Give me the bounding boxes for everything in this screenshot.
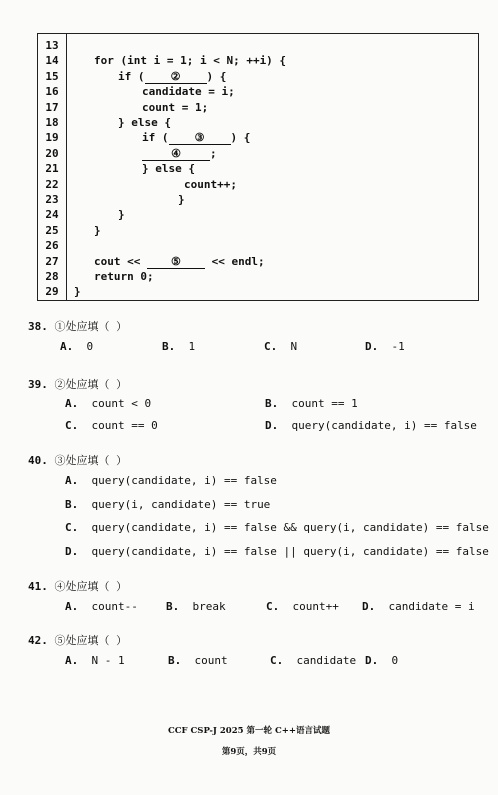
answer-option[interactable] bbox=[270, 654, 356, 667]
code-line bbox=[38, 254, 478, 270]
code-line bbox=[38, 84, 478, 100]
option-letter: B. bbox=[65, 498, 79, 511]
answer-option[interactable] bbox=[166, 600, 226, 613]
question-prompt: ①处应填（ ） bbox=[54, 320, 128, 333]
question-title bbox=[28, 632, 127, 648]
line-number: 27 bbox=[45, 254, 59, 268]
code-line bbox=[38, 207, 478, 223]
code-segment: count++; bbox=[184, 177, 237, 191]
code-segment: } bbox=[178, 193, 185, 206]
option-letter: C. bbox=[65, 521, 79, 534]
line-number: 13 bbox=[45, 39, 59, 52]
line-number: 18 bbox=[45, 116, 59, 129]
question-number: 41. bbox=[28, 580, 48, 593]
code-segment: cout << bbox=[94, 254, 147, 268]
code-segment: for (int i = 1; i < N; ++i) { bbox=[94, 54, 287, 68]
question-title bbox=[28, 578, 127, 594]
code-line bbox=[38, 269, 478, 285]
code-line bbox=[38, 69, 478, 85]
question-number: 39. bbox=[28, 378, 48, 391]
fill-in-blank: ④ bbox=[142, 147, 210, 161]
option-letter: D. bbox=[65, 545, 79, 558]
code-text bbox=[178, 192, 185, 208]
option-letter: A. bbox=[65, 474, 79, 487]
code-text bbox=[94, 223, 101, 239]
option-letter: A. bbox=[65, 600, 79, 613]
fill-in-blank: ⑤ bbox=[147, 255, 205, 269]
option-text: query(candidate, i) == false || query(i, candidate) == false bbox=[91, 545, 489, 558]
option-letter: A. bbox=[65, 654, 79, 667]
footer-page-number: 第9页，共9页 bbox=[221, 747, 277, 757]
answer-option[interactable] bbox=[65, 474, 277, 487]
code-listing bbox=[37, 33, 479, 301]
option-text: N bbox=[290, 340, 298, 353]
line-number: 21 bbox=[45, 162, 59, 176]
answer-option[interactable] bbox=[264, 340, 297, 353]
line-number: 15 bbox=[45, 69, 59, 83]
code-text bbox=[74, 284, 81, 300]
answer-option[interactable] bbox=[362, 600, 475, 613]
line-number: 14 bbox=[45, 54, 59, 68]
code-text bbox=[142, 84, 235, 100]
option-letter: B. bbox=[162, 340, 176, 353]
option-letter: C. bbox=[264, 340, 278, 353]
line-number: 23 bbox=[45, 193, 59, 206]
code-segment: } bbox=[94, 223, 101, 237]
code-text bbox=[94, 254, 265, 270]
line-number: 16 bbox=[45, 85, 59, 99]
option-letter: B. bbox=[168, 654, 182, 667]
code-line bbox=[38, 130, 478, 146]
answer-option[interactable] bbox=[60, 340, 93, 353]
answer-option[interactable] bbox=[365, 654, 398, 667]
line-number: 19 bbox=[45, 131, 59, 145]
code-segment: } else { bbox=[118, 116, 171, 129]
line-number: 22 bbox=[45, 177, 59, 191]
answer-option[interactable] bbox=[65, 521, 489, 534]
line-number: 25 bbox=[45, 223, 59, 237]
code-text bbox=[118, 115, 171, 131]
code-line bbox=[38, 238, 478, 254]
option-text: count++ bbox=[292, 600, 339, 613]
option-text: break bbox=[192, 600, 226, 613]
code-line bbox=[38, 115, 478, 131]
option-letter: C. bbox=[65, 419, 79, 432]
option-letter: C. bbox=[270, 654, 284, 667]
option-text: query(candidate, i) == false && query(i, candidate) == false bbox=[91, 521, 489, 534]
code-text bbox=[184, 177, 237, 193]
code-line bbox=[38, 146, 478, 162]
answer-option[interactable] bbox=[65, 600, 138, 613]
code-text bbox=[118, 207, 125, 223]
option-text: query(candidate, i) == false bbox=[291, 419, 477, 432]
option-letter: D. bbox=[265, 419, 279, 432]
option-letter: B. bbox=[265, 397, 279, 410]
code-segment: return 0; bbox=[94, 270, 154, 283]
answer-option[interactable] bbox=[162, 340, 195, 353]
code-text bbox=[142, 161, 195, 177]
code-line bbox=[38, 53, 478, 69]
fill-in-blank: ③ bbox=[169, 131, 231, 145]
code-segment: candidate = i; bbox=[142, 85, 235, 99]
option-text: candidate bbox=[296, 654, 357, 667]
option-text: -1 bbox=[391, 340, 405, 353]
answer-option[interactable] bbox=[168, 654, 228, 667]
code-text bbox=[142, 100, 208, 116]
code-segment: ; bbox=[210, 146, 217, 160]
option-text: count < 0 bbox=[91, 397, 152, 410]
fill-in-blank: ② bbox=[145, 70, 207, 84]
question-prompt: ③处应填（ ） bbox=[54, 454, 128, 467]
answer-option[interactable] bbox=[65, 498, 270, 511]
question-title bbox=[28, 376, 127, 392]
option-letter: B. bbox=[166, 600, 180, 613]
line-number: 26 bbox=[45, 239, 59, 253]
answer-option[interactable] bbox=[65, 654, 125, 667]
code-text bbox=[142, 130, 250, 146]
option-letter: D. bbox=[362, 600, 376, 613]
option-text: query(candidate, i) == false bbox=[91, 474, 277, 487]
option-text: count-- bbox=[91, 600, 138, 613]
answer-option[interactable] bbox=[65, 545, 489, 558]
option-text: 1 bbox=[188, 340, 196, 353]
footer-exam-title: CCF CSP-J 2025 第一轮 C++语言试题 bbox=[168, 726, 330, 736]
code-segment: if ( bbox=[118, 69, 145, 83]
option-letter: C. bbox=[266, 600, 280, 613]
code-line bbox=[38, 284, 478, 300]
option-text: count == 0 bbox=[91, 419, 158, 432]
code-text bbox=[118, 69, 226, 85]
code-line bbox=[38, 38, 478, 54]
answer-option[interactable] bbox=[65, 419, 158, 432]
option-text: N - 1 bbox=[91, 654, 125, 667]
question-title bbox=[28, 318, 127, 334]
question-prompt: ②处应填（ ） bbox=[54, 378, 128, 391]
code-segment: ) { bbox=[230, 131, 251, 145]
code-line bbox=[38, 177, 478, 193]
answer-option[interactable] bbox=[265, 419, 477, 432]
option-text: 0 bbox=[391, 654, 399, 667]
code-line bbox=[38, 223, 478, 239]
code-line bbox=[38, 192, 478, 208]
question-number: 40. bbox=[28, 454, 48, 467]
question-prompt: ⑤处应填（ ） bbox=[54, 634, 128, 647]
option-letter: D. bbox=[365, 654, 379, 667]
option-letter: A. bbox=[65, 397, 79, 410]
code-segment: ) { bbox=[206, 69, 227, 83]
question-number: 42. bbox=[28, 634, 48, 647]
line-number: 20 bbox=[45, 146, 59, 160]
answer-option[interactable] bbox=[365, 340, 405, 353]
option-letter: D. bbox=[365, 340, 379, 353]
question-title bbox=[28, 452, 127, 468]
question-number: 38. bbox=[28, 320, 48, 333]
answer-option[interactable] bbox=[65, 397, 151, 410]
option-text: count bbox=[194, 654, 228, 667]
line-number: 28 bbox=[45, 270, 59, 283]
code-segment: if ( bbox=[142, 131, 169, 145]
code-text bbox=[94, 53, 286, 69]
code-line bbox=[38, 100, 478, 116]
question-prompt: ④处应填（ ） bbox=[54, 580, 128, 593]
line-number: 24 bbox=[45, 208, 59, 222]
code-segment: } bbox=[118, 208, 125, 222]
option-text: query(i, candidate) == true bbox=[91, 498, 271, 511]
line-number: 17 bbox=[45, 100, 59, 114]
option-text: candidate = i bbox=[388, 600, 475, 613]
answer-option[interactable] bbox=[265, 397, 358, 410]
option-letter: A. bbox=[60, 340, 74, 353]
code-segment: } else { bbox=[142, 162, 195, 176]
code-segment: count = 1; bbox=[142, 100, 209, 114]
answer-option[interactable] bbox=[266, 600, 339, 613]
code-segment: << endl; bbox=[204, 254, 265, 268]
code-text bbox=[94, 269, 154, 285]
code-line bbox=[38, 161, 478, 177]
code-segment: } bbox=[74, 285, 81, 299]
code-text bbox=[142, 146, 217, 162]
option-text: 0 bbox=[86, 340, 94, 353]
line-number: 29 bbox=[45, 285, 59, 299]
option-text: count == 1 bbox=[291, 397, 358, 410]
